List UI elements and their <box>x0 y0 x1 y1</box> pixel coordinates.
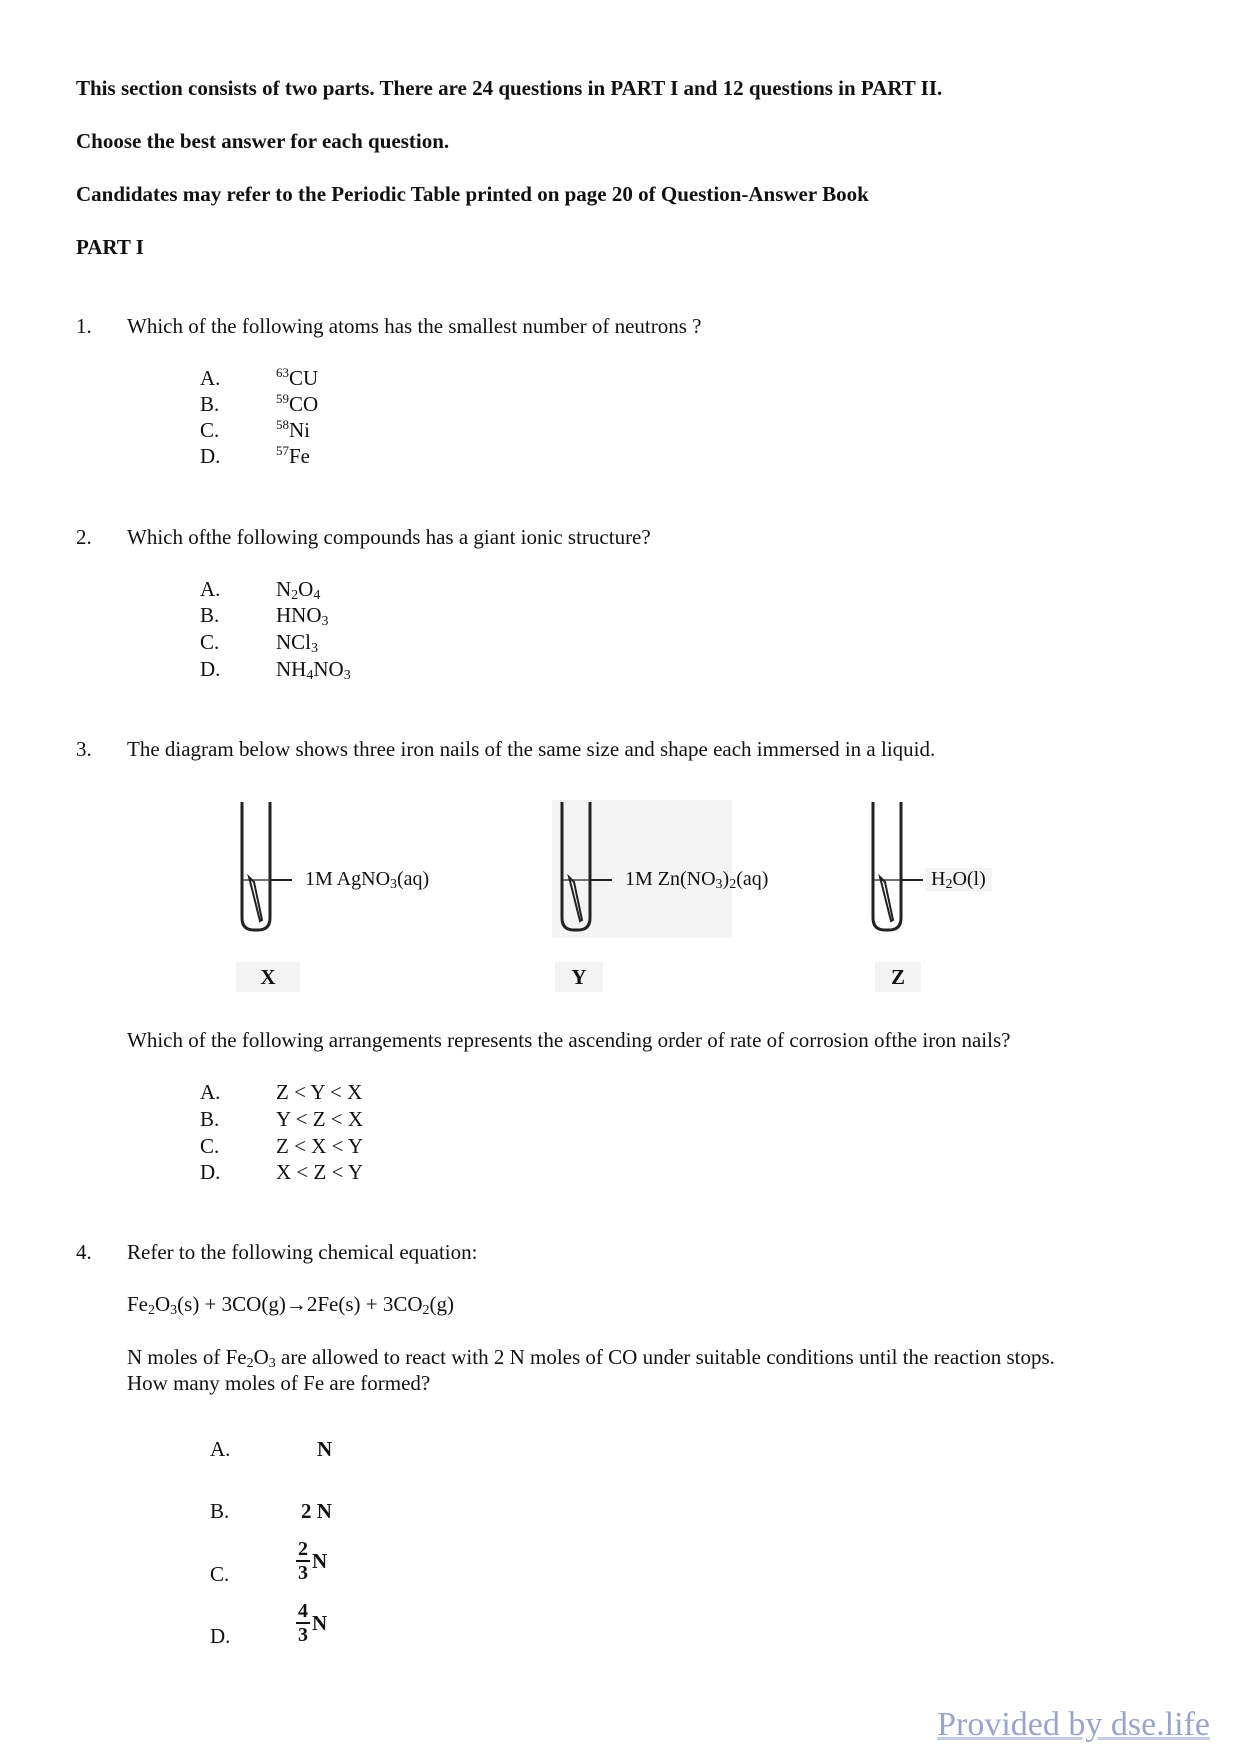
q4-option-c: $\frac{2}{3}$ N <box>298 1538 328 1584</box>
instruction-line-2: Choose the best answer for each question. <box>76 129 450 153</box>
q1-option-d <box>276 444 310 469</box>
q3-option-c-letter: C. <box>200 1134 220 1158</box>
tube-x-letter: X <box>236 962 300 992</box>
instruction-line-3: Candidates may refer to the Periodic Table printed on page 20 of Question-Answer Book <box>76 182 869 206</box>
q1-option-c-letter: C. <box>200 418 220 442</box>
fraction: $\frac{4}{3}$ <box>298 1600 308 1646</box>
element-symbol: Fe <box>289 444 310 468</box>
mass-number: 63 <box>276 365 289 380</box>
question-3-text: The diagram below shows three iron nails of the same size and shape each immersed in a liquid. <box>127 737 936 761</box>
tube-x-solution-label: 1M AgNO$_3$(aq) <box>305 868 430 892</box>
test-tube-x <box>242 802 292 930</box>
q3-option-a-letter: A. <box>200 1080 221 1104</box>
q4-option-c-letter: C. <box>210 1562 230 1586</box>
q4-option-b: 2 N <box>301 1499 332 1523</box>
tube-y-letter: Y <box>555 962 603 992</box>
question-1-number: 1. <box>76 314 92 338</box>
q1-option-a <box>276 366 318 391</box>
q2-option-b-letter: B. <box>200 603 220 627</box>
q3-option-d-letter: D. <box>200 1160 221 1184</box>
q2-option-d: $NH_4NO_3$ <box>276 657 351 683</box>
tube-z-letter: Z <box>875 962 921 992</box>
q2-option-b: $HNO_3$ <box>276 603 329 629</box>
q2-option-a-letter: A. <box>200 577 221 601</box>
instruction-line-1: This section consists of two parts. There are 24 questions in PART I and 12 questions in PART II. <box>76 76 943 100</box>
q4-option-d: $\frac{4}{3}$ N <box>298 1600 328 1646</box>
q3-option-a: Z < Y < X <box>276 1080 363 1104</box>
q2-option-c-letter: C. <box>200 630 220 654</box>
q4-option-a-letter: A. <box>210 1437 231 1461</box>
q1-option-b-letter: B. <box>200 392 220 416</box>
q3-option-b: Y < Z < X <box>276 1107 364 1131</box>
fraction: $\frac{2}{3}$ <box>298 1538 308 1584</box>
question-2-text: Which ofthe following compounds has a giant ionic structure? <box>127 525 651 549</box>
mass-number: 58 <box>276 417 289 432</box>
tube-z-solution-label: $H_2O(l)$ <box>925 868 992 891</box>
footer-link[interactable]: Provided by dse.life <box>937 1706 1210 1743</box>
q2-option-a: $N_2O_4$ <box>276 577 321 603</box>
q1-option-d-letter: D. <box>200 444 221 468</box>
tube-y-solution-label: 1M $Zn(NO_3)_2(aq)$ <box>625 868 769 892</box>
iron-nail-icon <box>249 877 262 921</box>
chemical-equation: $Fe_2O_3(s) + 3CO(g)\to 2Fe(s) + 3CO_2(g)$ <box>127 1292 455 1318</box>
q4-option-d-letter: D. <box>210 1624 231 1648</box>
q3-option-c: Z < X < Y <box>276 1134 364 1158</box>
question-4-prompt-line-1: N moles of $Fe_2O_3$ are allowed to react with 2 N moles of CO under suitable conditions until the reaction stops. <box>127 1345 1055 1371</box>
q3-option-d: X < Z < Y <box>276 1160 364 1184</box>
q1-option-c <box>276 418 310 443</box>
mass-number: 59 <box>276 391 289 406</box>
q4-option-b-letter: B. <box>210 1499 230 1523</box>
element-symbol: CO <box>289 392 319 416</box>
question-3-prompt: Which of the following arrangements represents the ascending order of rate of corrosion ofthe iron nails? <box>127 1028 1011 1052</box>
part-heading: PART I <box>76 235 144 259</box>
question-4-number: 4. <box>76 1240 92 1264</box>
q2-option-d-letter: D. <box>200 657 221 681</box>
mass-number: 57 <box>276 443 289 458</box>
q2-option-c: NCl$_3$ <box>276 630 319 656</box>
question-4-text: Refer to the following chemical equation: <box>127 1240 478 1264</box>
question-4-prompt-line-2: How many moles of Fe are formed? <box>127 1371 431 1395</box>
test-tube-z <box>873 802 923 930</box>
q1-option-a-letter: A. <box>200 366 221 390</box>
question-2-number: 2. <box>76 525 92 549</box>
iron-nail-icon <box>880 877 893 921</box>
element-symbol: CU <box>289 366 319 390</box>
question-3-number: 3. <box>76 737 92 761</box>
element-symbol: Ni <box>289 418 310 442</box>
q4-option-a: N <box>317 1437 333 1461</box>
q1-option-b <box>276 392 318 417</box>
question-1-text: Which of the following atoms has the smallest number of neutrons ? <box>127 314 702 338</box>
q3-option-b-letter: B. <box>200 1107 220 1131</box>
